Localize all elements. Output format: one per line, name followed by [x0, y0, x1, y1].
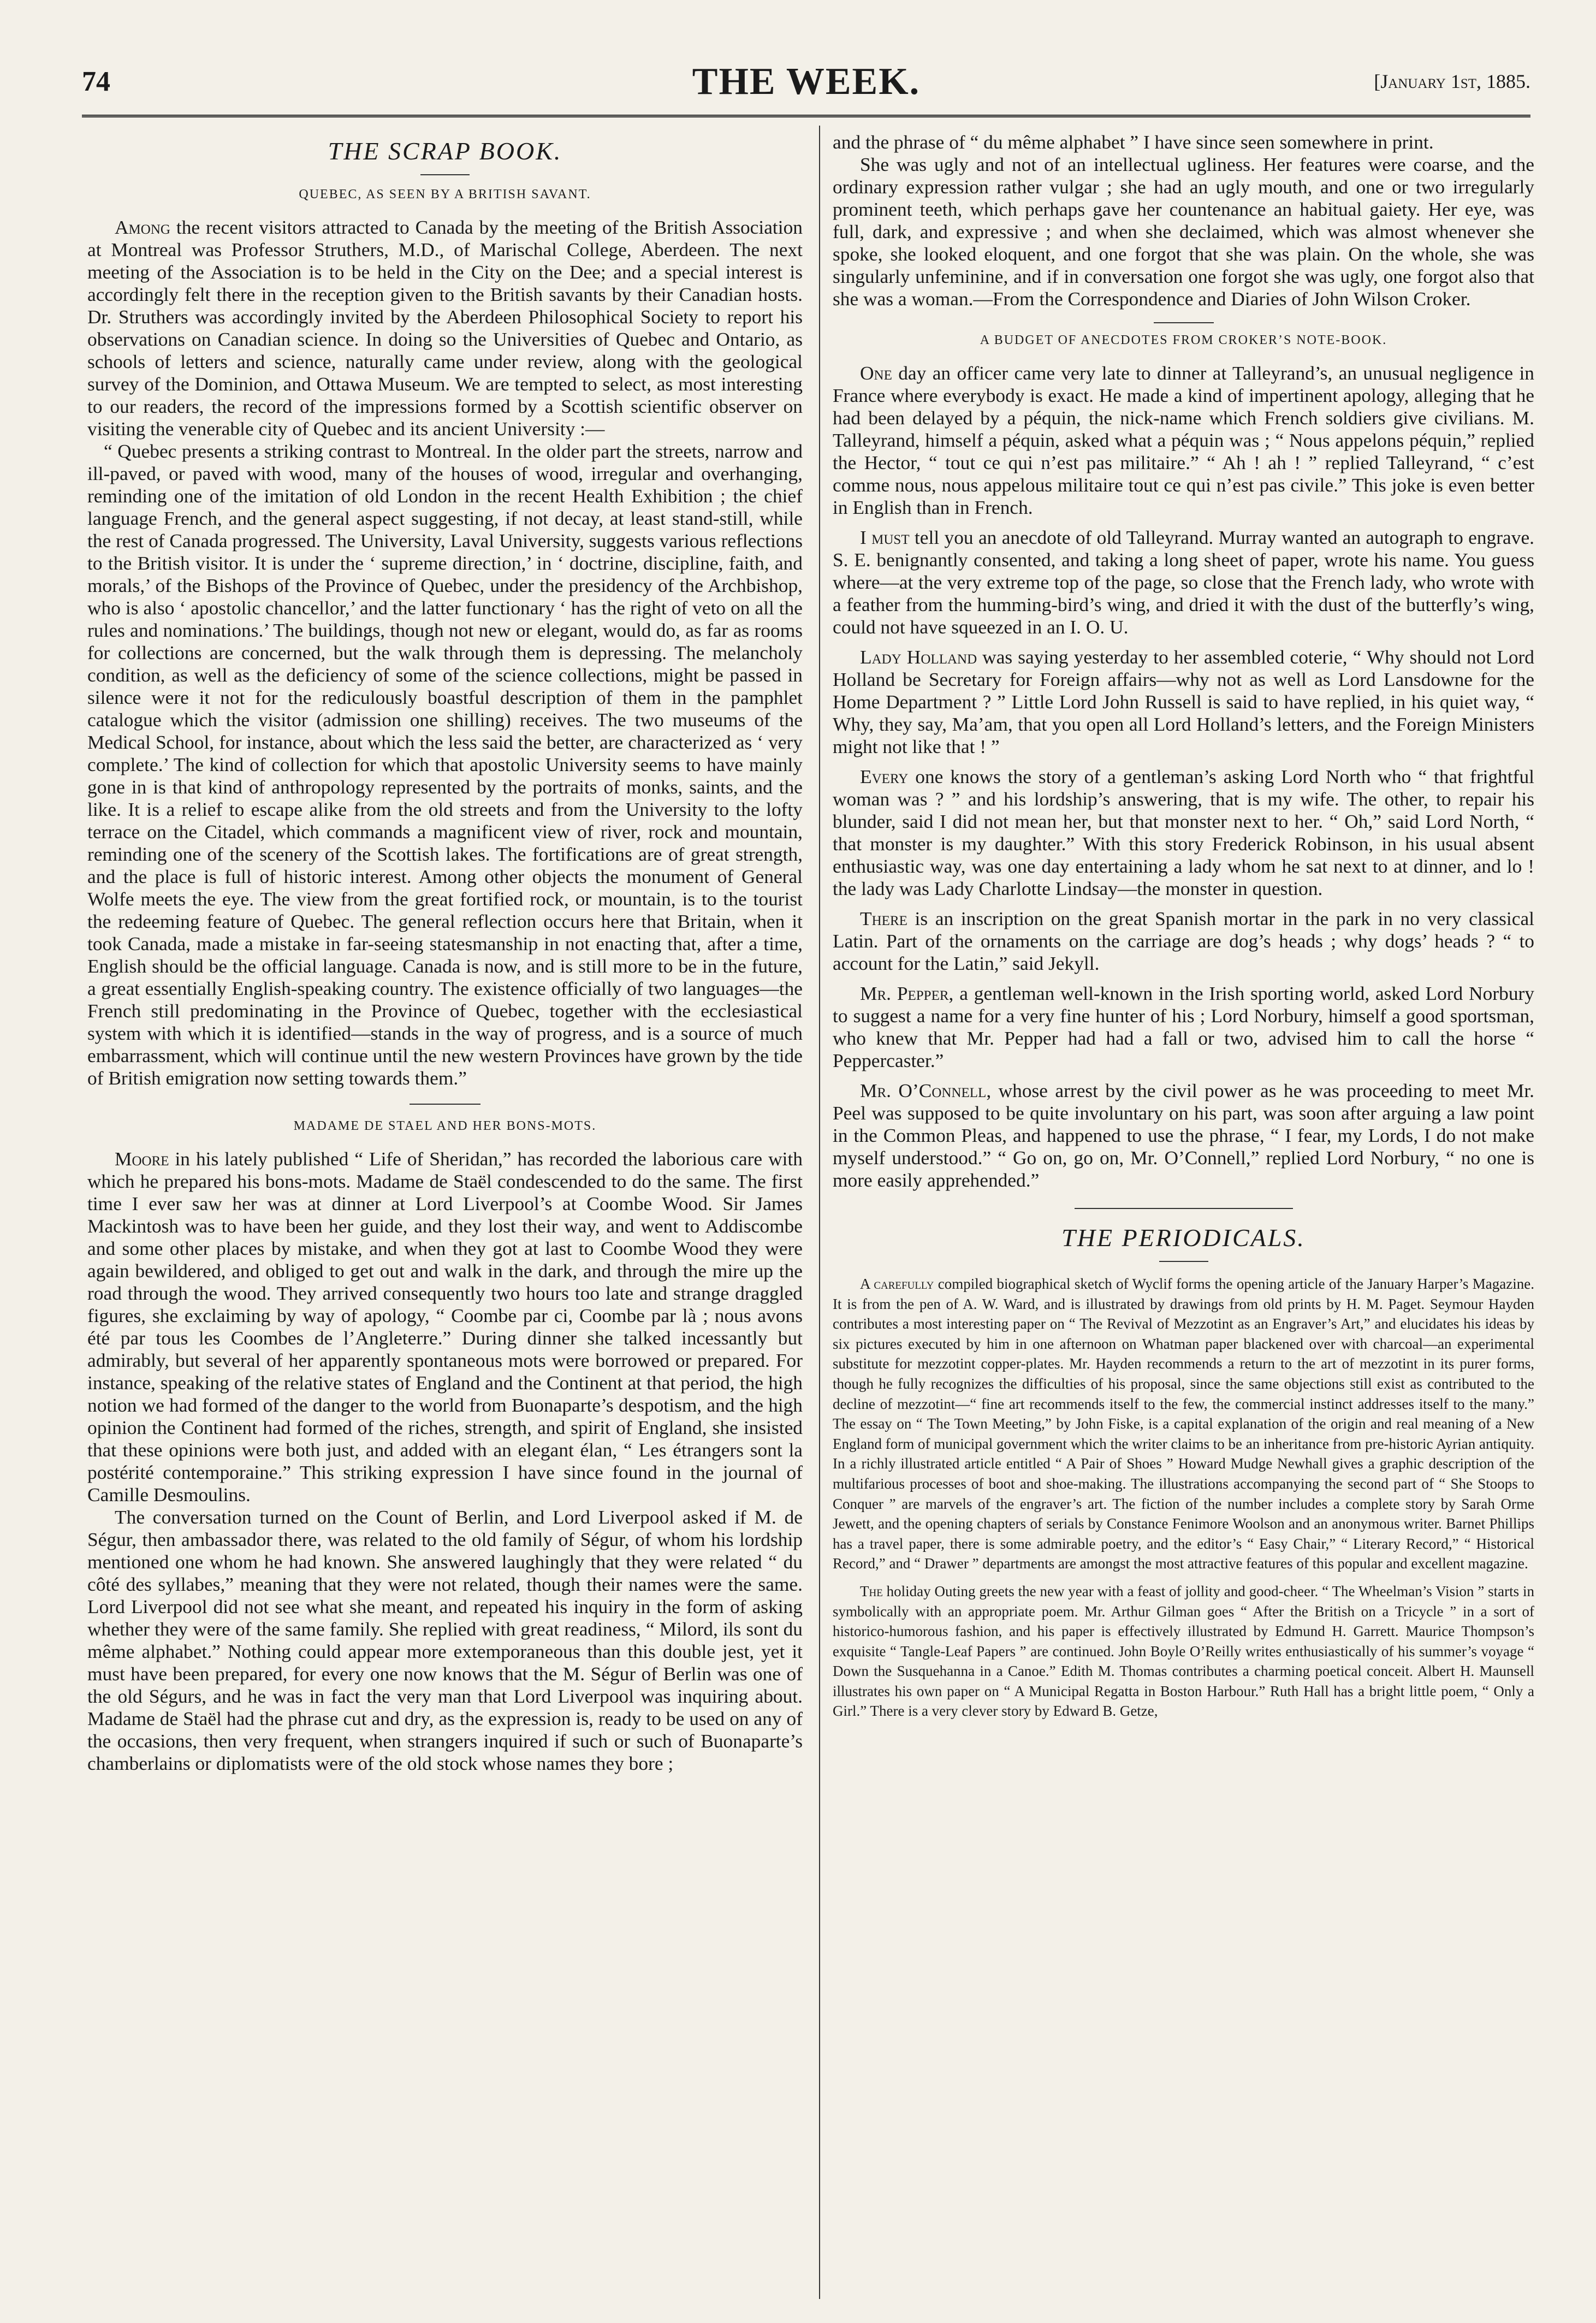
article-paragraph: and the phrase of “ du même alphabet ” I have since seen somewhere in print. [833, 131, 1434, 153]
column-rule [819, 126, 820, 2299]
header-rule [82, 115, 1530, 117]
left-column [87, 131, 803, 1775]
issue-date: [January 1st, 1885. [1374, 70, 1530, 92]
page-header [82, 60, 1530, 112]
anecdote: I must tell you an anecdote of old Talleyrand. Murray wanted an autograph to engrave. S. E. benignantly consented, and taking a long sheet of paper, wrote his name. You guess where—at the very extreme top of the page, so close that the French lady, who wrote with a feather from the humming-bird’s wing, and dried it with the dust of the butterfly’s wing, could not have squeezed in an I. O. U. [833, 526, 1535, 638]
anecdote: Lady Holland was saying yesterday to her assembled coterie, “ Why should not Lord Holland be Secretary for Foreign affairs—why not as well as Lord Lansdowne for the Home Department ? ” Little Lord John Russell is said to have replied, in his quiet way, “ Why, they say, Ma’am, that you open all Lord Holland’s letters, and the Foreign Ministers might not like that ! ” [833, 646, 1534, 757]
article-paragraph: Among the recent visitors attracted to Canada by the meeting of the British Association at Montreal was Professor Struthers, M.D., of Marischal College, Aberdeen. The next meeting of the Association is to be held in the City on the Dee; and a special interest is accordingly felt there in the reception given to the British savants by their Canadian hosts. Dr. Struthers was accordingly invited by the Aberdeen Philosophical Society to report his observations on Canadian science. In doing so the Universities of Quebec and Ontario, as schools of letters and science, naturally came under review, along with the geological survey of the Dominion, and Ottawa Museum. We are tempted to select, as most interesting to our readers, the record of the impressions formed by a Scottish scientific observer on visiting the venerable city of Quebec and its ancient University :— [87, 216, 803, 440]
title-rule [420, 174, 470, 175]
periodical-review: The holiday Outing greets the new year with a feast of jollity and good-cheer. “ The Wheelman’s Vision ” starts in symbolically with an appropriate poem. Mr. Arthur Gilman goes “ After the British on a Tricycle ” in a sort of historico-humorous fashion, and his paper is effectively illustrated by Edmund H. Garrett. Maurice Thompson’s exquisite “ Tangle-Leaf Papers ” are continued. John Boyle O’Reilly writes enthusiastically of his summer’s voyage “ Down the Susquehanna in a Canoe.” Edith M. Thomas contributes a charming poetical conceit. Albert H. Maunsell illustrates his own paper on “ A Municipal Regatta in Boston Harbour.” Ruth Hall has a bright little poem, “ Only a Girl.” There is a very clever story by Edward B. Getze, [833, 1583, 1534, 1720]
article-paragraph: The conversation turned on the Count of Berlin, and Lord Liverpool asked if M. de Ségur, then ambassador there, was related to the old family of Ségur, of whom his lordship mentioned one whom he had known. She answered laughingly that they were related “ du côté des syllabes,” meaning that they were not related, though their names were the same. Lord Liverpool did not see what she meant, and repeated his inquiry in the form of asking whether they were of the same family. She replied with great readiness, “ Milord, ils sont du même alphabet.” Nothing could appear more extemporaneous than this double jest, yet it must have been prepared, for every one now knows that the M. Ségur of Berlin was one of the old Ségurs, and he was in fact the very man that Lord Liverpool was inquiring about. Madame de Staël had the phrase cut and dry, as the expression is, ready to be used on any of the occasions, then very frequent, when strangers inquired if such or such of Buonaparte’s chamberlains or diplomatists were of the old stock whose names they bore ; [87, 1506, 803, 1774]
title-rule [1159, 1261, 1208, 1262]
section-title-periodicals: THE PERIODICALS. [1061, 1224, 1306, 1252]
article-separator [1154, 322, 1214, 323]
article-paragraph: She was ugly and not of an intellectual ugliness. Her features were coarse, and the ordinary expression rather vulgar ; she had an ugly mouth, and one or two irregularly prominent teeth, which perhaps gave her countenance an habitual gaiety. Her eye, was full, dark, and expressive ; and when she declaimed, which was almost whenever she spoke, she looked eloquent, and one forgot that she was plain. On the whole, she was singularly unfeminine, and if in conversation one forgot she was ugly, one forgot also that she was a woman.—From the Correspondence and Diaries of John Wilson Croker. [833, 153, 1534, 310]
page-number: 74 [82, 66, 110, 97]
section-title-scrap-book: THE SCRAP BOOK. [328, 137, 562, 165]
lead-word: Among [115, 216, 170, 238]
lead-word: Moore [115, 1148, 169, 1170]
article-heading-croker: A BUDGET OF ANECDOTES FROM CROKER’S NOTE-BOOK. [980, 333, 1387, 347]
periodical-review: A carefully compiled biographical sketch of Wyclif forms the opening article of the January Harper’s Magazine. It is from the pen of A. W. Ward, and is illustrated by drawings from old prints by H. M. Paget. Seymour Hayden contributes a most interesting paper on “ The Revival of Mezzotint as an Engraver’s Art,” and elucidates his ideas by six pictures executed by him in one afternoon on Whatman paper blackened over with charcoal—an experimental substitute for mezzotint copper-plates. Mr. Hayden recommends a return to the art of mezzotint in its purer forms, though he fully recognizes the difficulties of his proposal, since the same objections still exist as contributed to the decline of mezzotint—“ fine art recommends itself to the few, the commercial instinct addresses itself to the many.” The essay on “ The Town Meeting,” by John Fiske, is a capital explanation of the origin and real meaning of a New England form of municipal government which the writer claims to be an inheritance from pre-historic Ayrian antiquity. In a richly illustrated article entitled “ A Pair of Shoes ” Howard Mudge Newhall gives a graphic description of the multifarious processes of boot and shoe-making. The illustrations accompanying the second part of “ She Stoops to Conquer ” are marvels of the engraver’s art. The fiction of the number includes a complete story by Sarah Orme Jewett, and the opening chapters of serials by Constance Fenimore Woolson and an anonymous writer. Barnet Phillips has a travel paper, there is some admirable poetry, and the editor’s “ Easy Chair,” “ Literary Record,” “ Historical Record,” and “ Drawer ” departments are amongst the most attractive features of this popular and excellent magazine. [833, 1276, 1534, 1572]
periodicals-section [833, 1274, 1534, 1721]
article-heading-quebec: QUEBEC, AS SEEN BY A BRITISH SAVANT. [299, 187, 591, 202]
anecdote: One day an officer came very late to dinner at Talleyrand’s, an unusual negligence in France where everybody is exact. He made a kind of impertinent apology, alleging that he had been delayed by a péquin, the nick-name which French soldiers give civilians. M. Talleyrand, himself a péquin, asked what a péquin was ; “ Nous appelons péquin,” replied the Hector, “ tout ce qui n’est pas militaire.” “ Ah ! ah ! ” replied Talleyrand, “ c’est comme nous, nous appelous militaire tout ce qui n’est pas civile.” This joke is even better in English than in French. [833, 362, 1534, 518]
anecdote: Every one knows the story of a gentleman’s asking Lord North who “ that frightful woman was ? ” and his lordship’s answering, that is my wife. The other, to repair his blunder, said I did not mean her, but that monster next to her. “ Oh,” said Lord North, “ that monster is my daughter.” With this story Frederick Robinson, in his usual absent enthusiastic way, was one day entertaining a lady whom he sat next to at dinner, and lo ! the lady was Lady Charlotte Lindsay—the monster in question. [833, 766, 1534, 899]
article-paragraph: Moore in his lately published “ Life of Sheridan,” has recorded the laborious care with which he prepared his bons-mots. Madame de Staël condescended to do the same. The first time I ever saw her was at dinner at Lord Liverpool’s at Coombe Wood. Sir James Mackintosh was to have been her guide, and they lost their way, and went to Addiscombe and some other places by mistake, and when they got at last to Coombe Wood they were again bewildered, and obliged to get out and walk in the dark, and through the mire up the road through the wood. They arrived consequently two hours too late and strange draggled figures, she exclaiming by way of apology, “ Coombe par ci, Coombe par là ; nous avons été par tous les Coombes de l’Angleterre.” During dinner she talked incessantly but admirably, but several of her apparently spontaneous mots were borrowed or prepared. For instance, speaking of the relative states of England and the Continent at that period, the high notion we had formed of the danger to the world from Buonaparte’s despotism, and the high opinion the Continent had formed of the riches, strength, and spirit of England, she insisted that these opinions were both just, and added with an elegant élan, “ Les étrangers sont la postérité contemporaine.” This striking expression I have since found in the journal of Camille Desmoulins. [87, 1148, 803, 1506]
anecdote: Mr. O’Connell, whose arrest by the civil power as he was proceeding to meet Mr. Peel was supposed to be quite involuntary on his part, was soon after arguing a law point in the Common Pleas, and happened to use the phrase, “ I fear, my Lords, I do not make myself understood.” “ Go on, go on, Mr. O’Connell,” replied Lord Norbury, “ no one is more easily apprehended.” [833, 1080, 1535, 1191]
right-column [833, 131, 1534, 1721]
anecdote: Mr. Pepper, a gentleman well-known in the Irish sporting world, asked Lord Norbury to suggest a name for a very fine hunter of his ; Lord Norbury, himself a good sportsman, who knew that Mr. Pepper had had a fall or two, advised him to call the horse “ Peppercaster.” [833, 982, 1534, 1071]
journal-title: THE WEEK. [692, 61, 921, 103]
article-quote: “ Quebec presents a striking contrast to Montreal. In the older part the streets, narrow and ill-paved, or paved with wood, many of the houses of wood, irregular and overhanging, reminding one of the imitation of old London in the recent Health Exhibition ; the chief language French, and the general aspect suggesting, if not decay, at least stand-still, while the rest of Canada progressed. The University, Laval University, suggests various reflections to the British visitor. It is under the ‘ supreme direction,’ in ‘ doctrine, discipline, faith, and morals,’ of the Bishops of the Province of Quebec, under the presidency of the Archbishop, who is also ‘ apostolic chancellor,’ and the latter functionary ‘ has the right of veto on all the rules and nominations.’ The buildings, though not new or elegant, would do, as far as rooms for collections are concerned, but the walk through them is depressing. The melancholy condition, as well as the deficiency of some of the science collections, might be passed in silence were it not for the rediculously boastful description of them in the pamphlet catalogue which the visitor (admission one shilling) receives. The two museums of the Medical School, for instance, about which the less said the better, are characterized as ‘ very complete.’ The kind of collection for which that apostolic University seems to have mainly gone in is that kind of anthropology represented by the portraits of monks, saints, and the like. It is a relief to escape alike from the old streets and from the University to the lofty terrace on the Citadel, which commands a magnificent view of river, rock and mountain, reminding one of the scenery of the Scottish lakes. The fortifications are of great strength, and the place is full of historic interest. Among other objects the monument of General Wolfe meets the eye. The view from the great fortified rock, or mountain, is to the tourist the redeeming feature of Quebec. The general reflection occurs here that Britain, when it took Canada, made a mistake in far-seeing statesmanship in not enacting that, after a time, English should be the official language. Canada is now, and is still more to be in the future, a great essentially English-speaking country. The existence officially of two languages—the French still predominating in the Province of Quebec, together with the ecclesiastical system with which it is identified—stands in the way of progress, and is a source of much embarrassment, which will continue until the new western Provinces have grown by the tide of British emigration now setting towards them.” [87, 440, 803, 1089]
article-heading-stael: MADAME DE STAEL AND HER BONS-MOTS. [293, 1119, 597, 1133]
section-separator [1075, 1208, 1293, 1209]
anecdote: There is an inscription on the great Spanish mortar in the park in no very classical Latin. Part of the ornaments on the carriage are dog’s heads ; why dogs’ heads ? “ to account for the Latin,” said Jekyll. [833, 908, 1534, 974]
article-separator [410, 1104, 480, 1105]
